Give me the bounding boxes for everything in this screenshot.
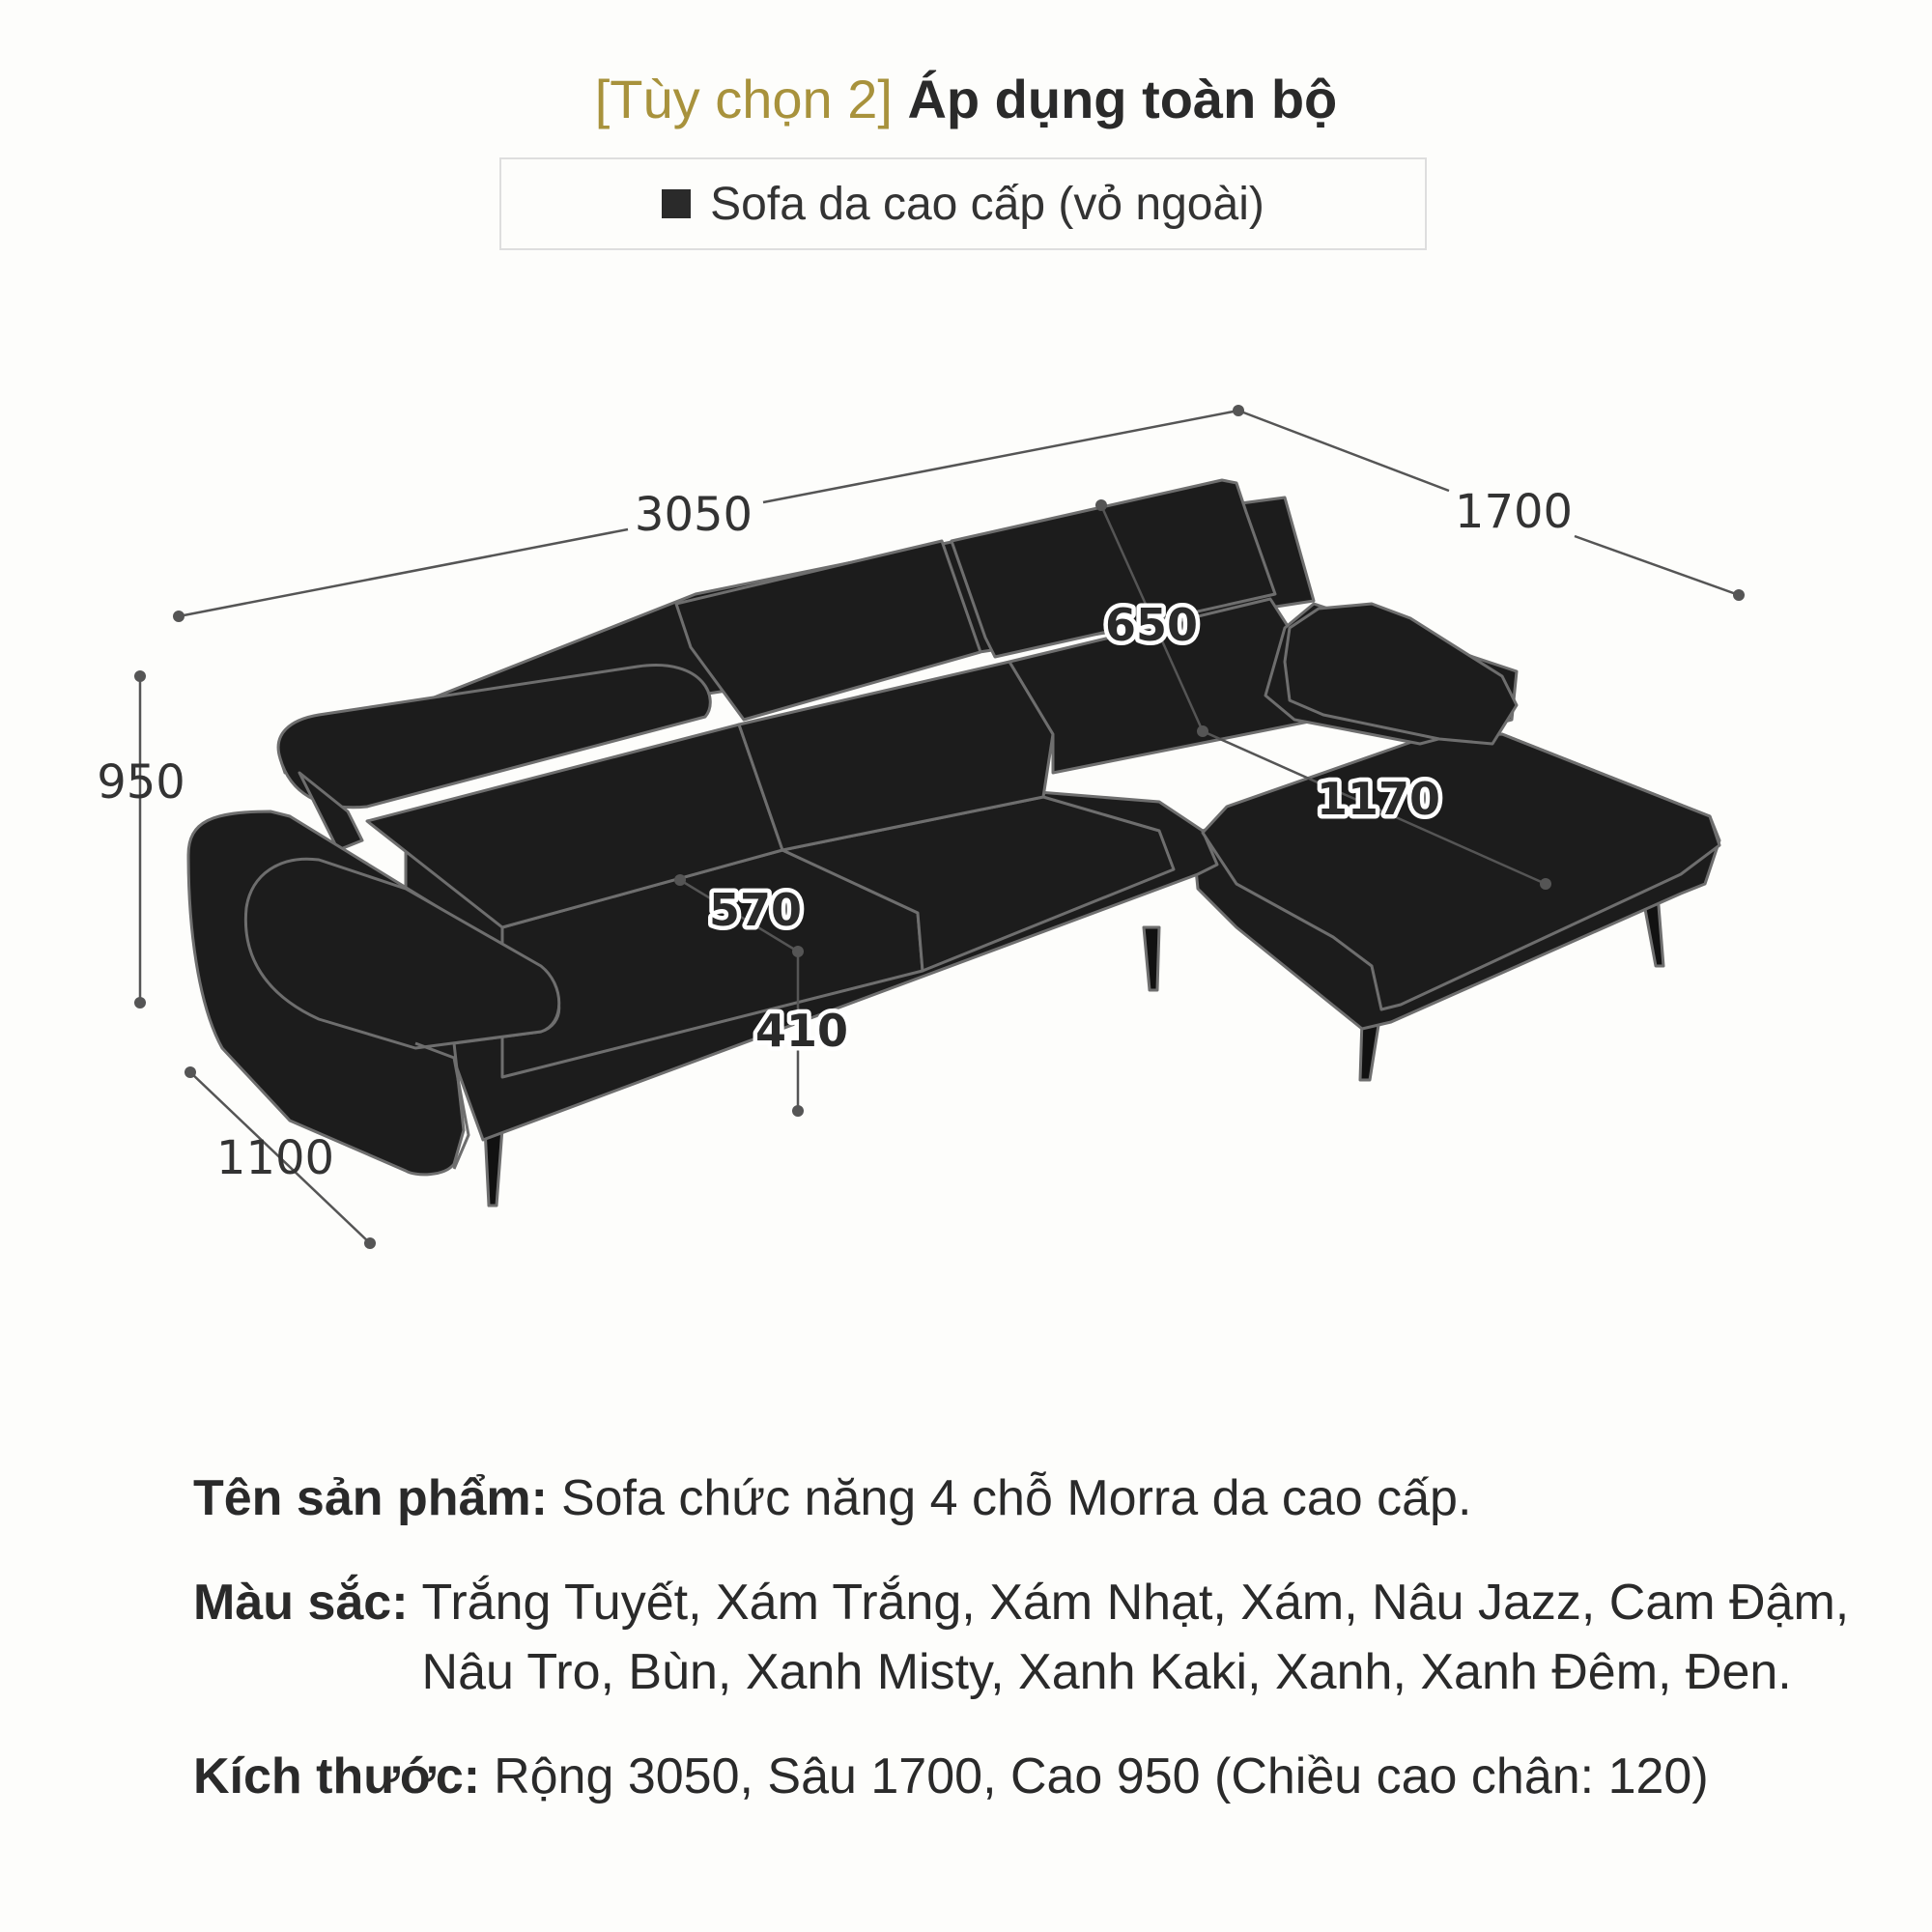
- spec-color-label: Màu sắc:: [193, 1575, 409, 1631]
- spec-color-value: Trắng Tuyết, Xám Trắng, Xám Nhạt, Xám, Nâu Jazz, Cam Đậm, Nâu Tro, Bùn, Xanh Misty, Xanh Kaki, Xanh, Xanh Đêm, Đen.: [421, 1575, 1850, 1700]
- height-label: 950: [97, 755, 185, 810]
- spec-size-value: Rộng 3050, Sâu 1700, Cao 950 (Chiều cao chân: 120): [494, 1748, 1709, 1804]
- width-line-right: [763, 411, 1238, 502]
- product-specs: [193, 1463, 1855, 1846]
- width-line-left: [179, 529, 628, 616]
- depth-line-bottom: [1575, 536, 1739, 595]
- sofa-illustration: [188, 480, 1719, 1206]
- spec-name-row: [193, 1463, 1855, 1533]
- title-text: Áp dụng toàn bộ: [907, 69, 1338, 129]
- spec-size-row: [193, 1742, 1855, 1811]
- seat-depth-label: 570: [708, 884, 803, 936]
- spec-color-row: [193, 1568, 1855, 1707]
- spec-name-value: Sofa chức năng 4 chỗ Morra da cao cấp.: [560, 1470, 1472, 1526]
- depth-chaise-label: 1700: [1454, 485, 1574, 539]
- material-text: Sofa da cao cấp (vỏ ngoài): [710, 178, 1264, 230]
- depth-label: 1100: [215, 1131, 335, 1185]
- spec-size-label: Kích thước:: [193, 1748, 481, 1804]
- spec-name-label: Tên sản phẩm:: [193, 1470, 548, 1526]
- headrest-label: 650: [1104, 599, 1199, 651]
- option-label: [Tùy chọn 2]: [594, 69, 893, 129]
- seat-height-label: 410: [754, 1005, 849, 1057]
- chaise-length-label: 1170: [1316, 773, 1441, 825]
- width-label: 3050: [634, 488, 753, 542]
- depth-line-top: [1238, 411, 1449, 491]
